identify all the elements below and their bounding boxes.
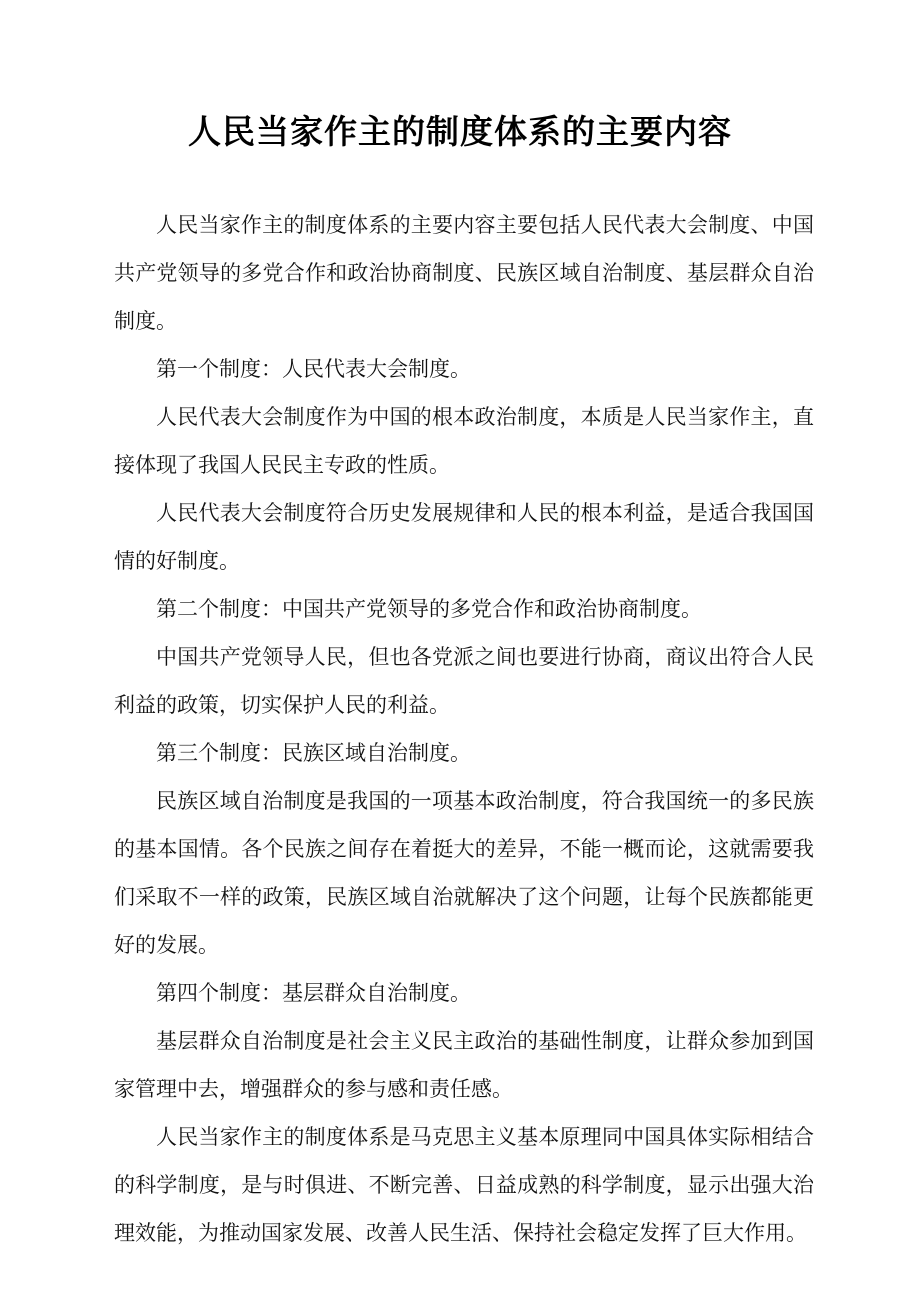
paragraph-conclusion: 人民当家作主的制度体系是马克思主义基本原理同中国具体实际相结合的科学制度，是与时俱进、不断完善、日益成熟的科学制度，显示出强大治理效能，为推动国家发展、改善人民生活、保持社会稳定发挥了巨大作用。 (114, 1125, 814, 1245)
paragraph-intro: 人民当家作主的制度体系的主要内容主要包括人民代表大会制度、中国共产党领导的多党合作和政治协商制度、民族区域自治制度、基层群众自治制度。 (114, 213, 814, 333)
paragraph: 民族区域自治制度是我国的一项基本政治制度，符合我国统一的多民族的基本国情。各个民族之间存在着挺大的差异，不能一概而论，这就需要我们采取不一样的政策，民族区域自治就解决了这个问题，让每个民族都能更好的发展。 (114, 789, 814, 957)
document-title: 人民当家作主的制度体系的主要内容 (188, 112, 732, 151)
paragraph-heading-2: 第二个制度：中国共产党领导的多党合作和政治协商制度。 (156, 597, 702, 621)
paragraph-heading-4: 第四个制度：基层群众自治制度。 (156, 981, 471, 1005)
paragraph: 中国共产党领导人民，但也各党派之间也要进行协商，商议出符合人民利益的政策，切实保护人民的利益。 (114, 645, 814, 717)
document-body (114, 201, 814, 1257)
paragraph: 人民代表大会制度作为中国的根本政治制度，本质是人民当家作主，直接体现了我国人民民主专政的性质。 (114, 405, 814, 477)
paragraph-heading-3: 第三个制度：民族区域自治制度。 (156, 741, 471, 765)
paragraph: 人民代表大会制度符合历史发展规律和人民的根本利益，是适合我国国情的好制度。 (114, 501, 814, 573)
paragraph-heading-1: 第一个制度：人民代表大会制度。 (156, 357, 471, 381)
paragraph: 基层群众自治制度是社会主义民主政治的基础性制度，让群众参加到国家管理中去，增强群众的参与感和责任感。 (114, 1029, 814, 1101)
